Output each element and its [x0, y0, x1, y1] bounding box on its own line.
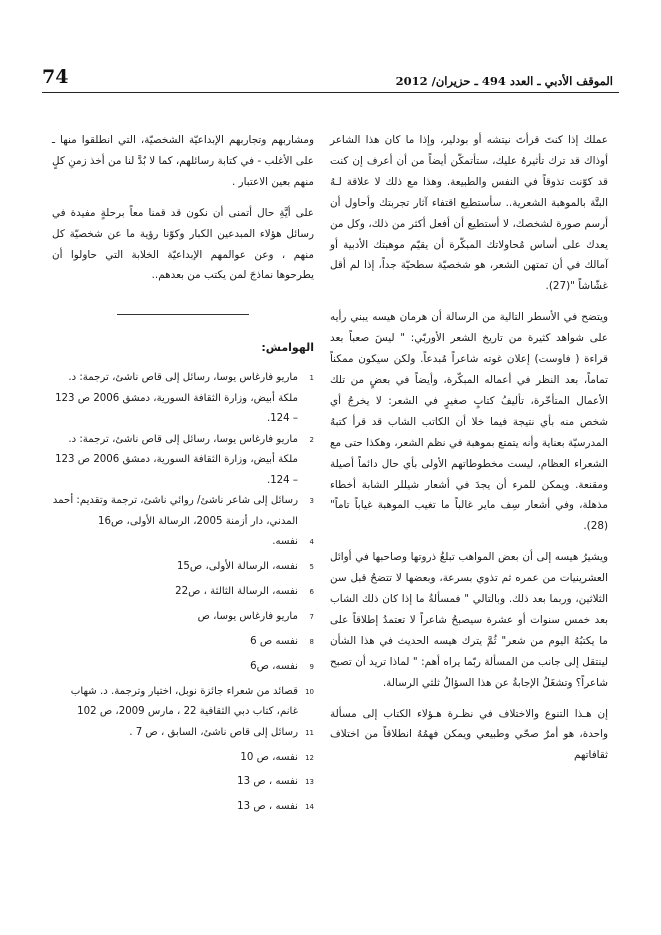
body-paragraph: ويتضح في الأسطر التالية من الرسالة أن هرمان هيسه يبني رأيه على شواهد كثيرة من تاريخ الشعر الأوربّي: " ليسَ صعباً بعد قراءة ( فاوست) إعلان غوته شاعراً مُبدعاً. ولكن سيكون ممكناً تماماً، بعد النظر في أعماله المبكّرة، وأيضاً في بعضٍ من تلك الأعمال المتأخّرة، تأليفُ كتابٍ صغيرٍ في الشعر: لا يخرجُ أي شخص منه بأي نتيجة فيما خلا أن الكاتب الشاب قد قرأ كتبهُ المدرسيّة بعناية وأنه يتمتع بموهبة في نظم الشعر، وهكذا حتى مع الشعراء العظام، ليست مخطوطاتهم الأولى بأي حال دائماً أصيلة ومقنعة. ويمكن للمرء أن يجدَ في أشعار شيللر الشابة أخطاء مذهلة، وفي أشعار سِف ماير غالباً ما تغيب الموهبة غياباً تاماً" (28). [330, 311, 608, 533]
footnote-item [52, 723, 314, 748]
footnote-number [298, 682, 314, 723]
footnote-number-text: 14 [305, 803, 314, 812]
footnote-text: ماريو فارغاس يوسا، ص [197, 611, 298, 623]
footnote-item [52, 772, 314, 797]
footnote-number [298, 797, 314, 822]
page-header [42, 66, 619, 88]
right-column [330, 130, 608, 776]
footnote-number-text: 5 [309, 563, 314, 572]
footnote-text: قصائد من شعراء جائزة نوبل، اختيار وترجمة. د. شهاب غانم، كتاب دبي الثقافية 22 ، مارس 2009، ص 102 [70, 685, 298, 718]
footnote-number-text: 12 [305, 753, 314, 762]
body-paragraph: ويشيرُ هيسه إلى أن بعض المواهب تبلغُ ذروتها وصاحبها في أوائل العشرينيات من عمره ثم تذوي بسرعة، وبعضها لا تتضحُ قبل سن الثلاثين، وربما بعد ذلك. وبالتالي " فمسألةُ ما إذا كان ذلك الشاب بعد خمس سنوات أو عشرة سيصبحُ شاعراً لا تعتمدُ إطلاقاً على ما يكتبُهُ اليوم من شعر" ثُمَّ يترك هيسه الحديث في هذا الشأن لينتقل إلى جانب من المسألة ربّما يراه أهم: " لماذا تريد أن تصبح شاعراً؟ وتشغَلُ الإجابةُ عن هذا السؤالُ ثلثي الرسالة. [330, 551, 608, 689]
footnote-text: نفسه ص 6 [250, 635, 298, 647]
footnote-item [52, 491, 314, 532]
footnote-number-text: 8 [309, 637, 314, 646]
footnote-item [52, 748, 314, 773]
footnotes-list [52, 368, 314, 822]
body-paragraph: عملك إذا كنتَ قرأتَ نيتشه أو بودلير، وإذا ما كان هذا الشاعر أوذاك قد ترك تأثيرهُ عليك، ستأتمكّن أيضاً من أن أعرف إن كنت قد كوّنت تذوقاً في النفس والطبيعة. وهذا مع ذلك لا علاقة لـهُ البتَّة بالموهبة الشعرية.. سأستطيع اقتفاء آثار تجربتك وأحاول أن أرسم صورة لشخصك، لا أستطيع أن أفعل أكثر من ذلك، وكل من يعدك على أساس مُحاولاتك المبكّرة أن يقيّم موهبتك الأدبية أو آمالك في أن تمتهن الشعر، هو شخصيّة سطحيّة جداً، إذا لم أقل غشّاشاً "(27). [330, 134, 608, 293]
footnote-text: رسائل إلى قاص ناشئ، السابق ، ص 7 . [129, 726, 298, 738]
issue-line: الموقف الأدبي ـ العدد 494 ـ حزيران/ 2012 [395, 74, 613, 88]
footnote-number-text: 13 [305, 778, 314, 787]
footnote-number-text: 7 [309, 613, 314, 622]
footnote-text: نفسه ، ص 13 [237, 801, 298, 813]
footnote-item [52, 607, 314, 632]
footnotes-title: الهوامش: [261, 341, 314, 355]
footnote-number-text: 2 [309, 435, 314, 444]
footnote-item [52, 582, 314, 607]
footnote-number [298, 748, 314, 773]
footnote-number-text: 3 [309, 497, 314, 506]
footnote-number [298, 657, 314, 682]
footnote-number [298, 772, 314, 797]
footnote-item [52, 682, 314, 723]
body-paragraph: ومشاربهم وتجاربهم الإبداعيّة الشخصيّة، التي انطلقوا منها ـ على الأغلب - في كتابة رسائلهم، كما لا بُدَّ لنا من أخذ زمنِ كلٍ منهم بعين الاعتبار . [52, 134, 314, 188]
footnote-number [298, 557, 314, 582]
footnote-item [52, 368, 314, 430]
footnote-text: نفسه، ص 10 [240, 751, 298, 763]
footnote-number-text: 1 [309, 374, 314, 383]
footnote-number [298, 632, 314, 657]
body-paragraph: على أيَّةِ حال أتمنى أن نكون قد قمنا معاً برحلةٍ مفيدة في رسائل هؤلاء المبدعين الكبار وكوّنا رؤية ما عن شخصيّة كل منهم ، وعن عوالمهم الإبداعيّة الخلابة التي حاولوا أن يطرحوها نماذجَ لمن يكتب من بعدهم.. [52, 206, 314, 282]
section-divider [117, 314, 249, 315]
footnote-number-text: 10 [305, 687, 314, 696]
footnote-text: رسائل إلى شاعر ناشئ/ روائي ناشئ، ترجمة وتقديم: أحمد المدني، دار أزمنة 2005، الرسالة الأولى، ص16 [52, 495, 298, 527]
page-number: 74 [42, 66, 69, 88]
footnote-text: نفسه، الرسالة الأولى، ص15 [176, 561, 298, 573]
footnote-item [52, 632, 314, 657]
footnote-text: نفسه ، ص 13 [237, 776, 298, 788]
footnote-number-text: 6 [309, 588, 314, 597]
footnote-text: ماريو فارغاس يوسا، رسائل إلى قاص ناشئ، ترجمة: د. ملكة أبيض، وزارة الثقافة السورية، دمشق 2006 ص 123 – 124. [55, 433, 298, 486]
body-paragraph: إن هـذا التنوع والاختلاف في نظـرة هـؤلاء الكتاب إلى مسألة واحدة، هو أمرٌ صحّي وطبيعي ويمكن فهمُهُ انطلاقاً من اختلاف ثقافاتهم [330, 707, 608, 762]
left-column [52, 130, 314, 822]
footnote-text: نفسه، الرسالة الثالثة ، ص22 [175, 586, 298, 598]
footnote-number-text: 11 [305, 728, 314, 737]
footnote-text: ماريو فارغاس يوسا، رسائل إلى قاص ناشئ، ترجمة: د. ملكة أبيض، وزارة الثقافة السورية، دمشق 2006 ص 123 – 124. [55, 372, 298, 425]
footnote-number [298, 430, 314, 492]
footnote-number [298, 607, 314, 632]
footnote-item [52, 557, 314, 582]
footnote-number [298, 723, 314, 748]
footnote-number-text: 9 [309, 662, 314, 671]
footnote-item [52, 430, 314, 492]
footnote-item [52, 797, 314, 822]
footnote-number [298, 532, 314, 557]
footnote-number [298, 582, 314, 607]
footnote-item [52, 532, 314, 557]
footnote-text: نفسه. [272, 536, 298, 548]
footnote-number [298, 491, 314, 532]
footnote-item [52, 657, 314, 682]
footnote-number-text: 4 [309, 538, 314, 547]
footnote-text: نفسه، ص6 [250, 660, 298, 672]
header-divider [42, 92, 619, 93]
footnote-number [298, 368, 314, 430]
